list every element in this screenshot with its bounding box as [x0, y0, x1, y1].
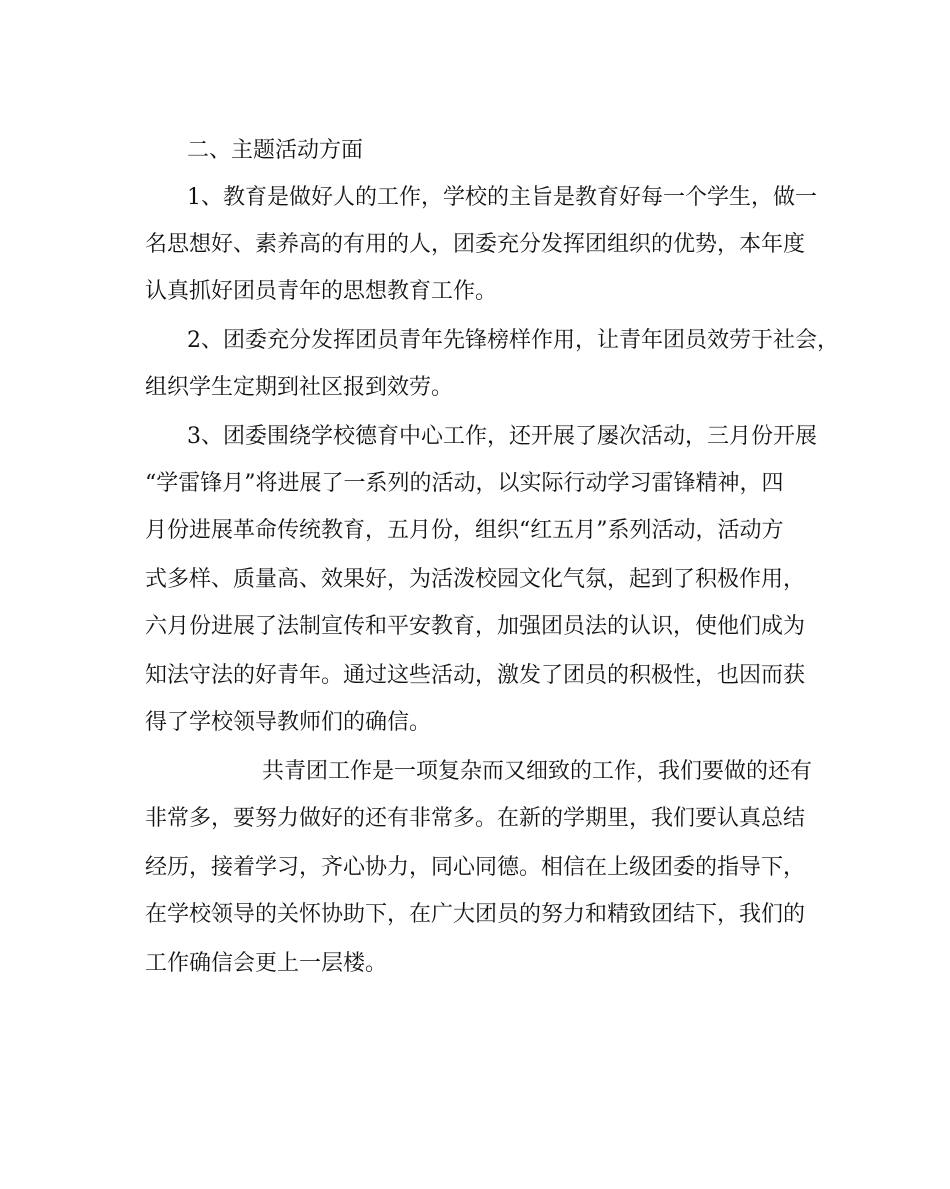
conclusion-line-3: 经历，接着学习，齐心协力，同心同德。相信在上级团委的指导下，	[145, 855, 806, 880]
paragraph-3-line-5: 六月份进展了法制宣传和平安教育，加强团员法的认识，使他们成为	[145, 614, 806, 639]
paragraph-3-line-6: 知法守法的好青年。通过这些活动，激发了团员的积极性，也因而获	[145, 663, 806, 688]
paragraph-2-line-2: 组织学生定期到社区报到效劳。	[145, 375, 454, 400]
paragraph-3-line-3: 月份进展革命传统教育，五月份，组织“红五月”系列活动，活动方	[145, 518, 784, 543]
paragraph-2-line-1: 2、团委充分发挥团员青年先锋榜样作用，让青年团员效劳于社会，	[187, 328, 839, 353]
paragraph-3-line-2: “学雷锋月”将进展了一系列的活动，以实际行动学习雷锋精神，四	[145, 471, 784, 496]
conclusion-line-5: 工作确信会更上一层楼。	[145, 951, 388, 976]
paragraph-1-line-1: 1、教育是做好人的工作，学校的主旨是教育好每一个学生，做一	[187, 185, 817, 210]
section-heading: 二、主题活动方面	[187, 138, 364, 163]
conclusion-line-4: 在学校领导的关怀协助下，在广大团员的努力和精致团结下，我们的	[145, 902, 806, 927]
conclusion-line-2: 非常多，要努力做好的还有非常多。在新的学期里，我们要认真总结	[145, 806, 806, 831]
paragraph-3-line-1: 3、团委围绕学校德育中心工作，还开展了屡次活动，三月份开展	[187, 424, 817, 449]
paragraph-3-line-7: 得了学校领导教师们的确信。	[145, 710, 432, 735]
paragraph-1-line-2: 名思想好、素养高的有用的人，团委充分发挥团组织的优势，本年度	[145, 232, 806, 257]
paragraph-3-line-4: 式多样、质量高、效果好，为活泼校园文化气氛，起到了积极作用，	[145, 567, 806, 592]
paragraph-1-line-3: 认真抓好团员青年的思想教育工作。	[145, 279, 498, 304]
conclusion-line-1: 共青团工作是一项复杂而又细致的工作，我们要做的还有	[262, 759, 813, 784]
